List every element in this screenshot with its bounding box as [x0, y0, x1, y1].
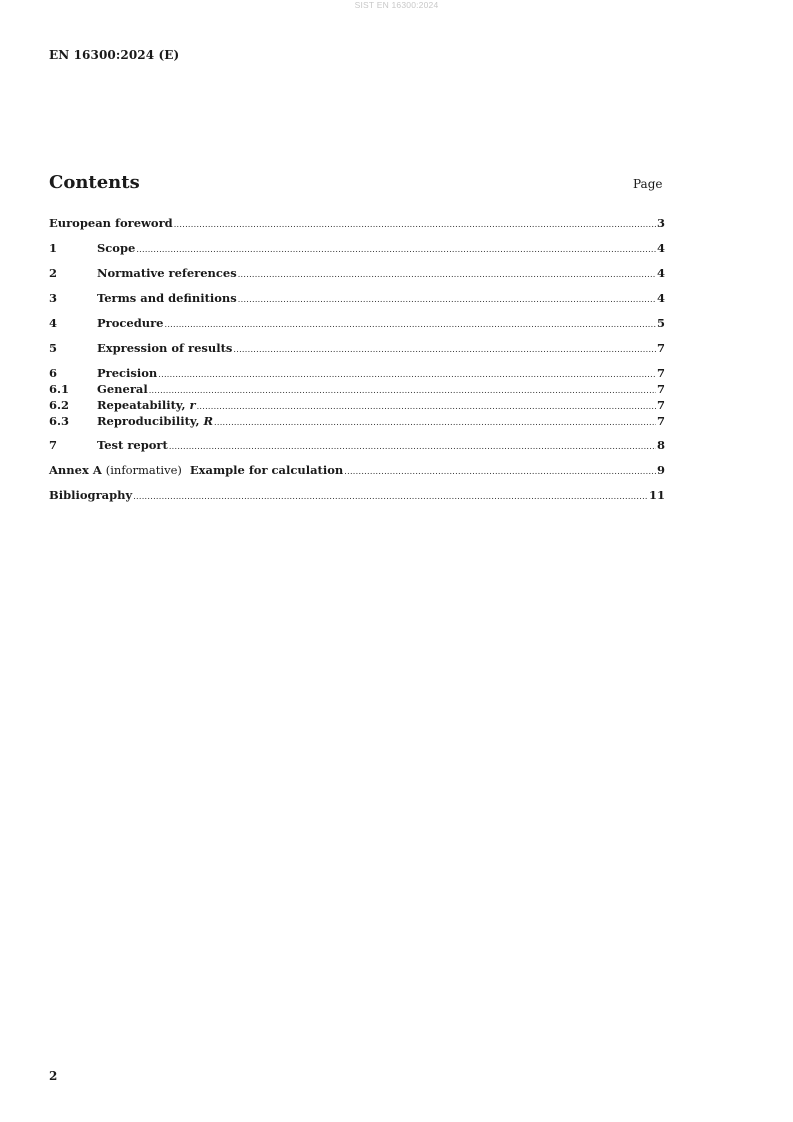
- toc-entry-title: [97, 397, 196, 413]
- toc-entry-page: 7: [656, 366, 665, 380]
- dot-leader: [174, 216, 656, 233]
- toc-entry-terms-and-definitions[interactable]: [49, 290, 665, 307]
- dot-leader: [169, 438, 656, 455]
- toc-entry-number: 4: [49, 316, 58, 330]
- toc-entry-page: 7: [656, 341, 665, 355]
- toc-entry-page: 5: [656, 316, 665, 330]
- toc-entry-number: 5: [49, 341, 58, 355]
- toc-entry-procedure[interactable]: [49, 315, 665, 332]
- toc-entry-title: Normative references: [97, 266, 237, 280]
- toc-entry-symbol: r: [189, 398, 196, 412]
- toc-entry-number: 7: [49, 438, 58, 452]
- page-number: 2: [49, 1069, 58, 1083]
- dot-leader: [238, 291, 656, 308]
- toc-entry-number: 1: [49, 241, 58, 255]
- toc-entry-page: 4: [656, 291, 665, 305]
- toc-entry-scope[interactable]: [49, 240, 665, 257]
- toc-entry-page: 7: [656, 398, 665, 412]
- dot-leader: [136, 241, 656, 258]
- toc-entry-page: 4: [656, 266, 665, 280]
- dot-leader: [344, 463, 656, 480]
- dot-leader: [214, 415, 656, 431]
- toc-entry-annex-a[interactable]: [49, 462, 665, 479]
- toc-entry-title: [49, 462, 343, 479]
- toc-entry-title: Precision: [97, 366, 158, 380]
- toc-entry-number: 6: [49, 366, 58, 380]
- toc-entry-page: 3: [656, 216, 665, 230]
- toc-entry-page: 11: [648, 488, 665, 502]
- contents-heading: Contents: [49, 172, 140, 193]
- table-of-contents: [49, 215, 665, 504]
- toc-entry-page: 7: [656, 382, 665, 396]
- toc-entry-repeatability[interactable]: [49, 397, 665, 413]
- annex-label: Annex A: [49, 463, 102, 477]
- dot-leader: [158, 367, 656, 383]
- toc-entry-title: Test report: [97, 438, 168, 452]
- watermark: SIST EN 16300:2024: [354, 0, 439, 10]
- toc-entry-title: Procedure: [97, 316, 164, 330]
- document-id: EN 16300:2024 (E): [49, 48, 180, 62]
- toc-entry-title: [97, 413, 213, 429]
- toc-entry-number: 3: [49, 291, 58, 305]
- toc-entry-number: 6.2: [49, 398, 70, 412]
- toc-entry-number: 2: [49, 266, 58, 280]
- dot-leader: [233, 341, 656, 358]
- toc-entry-title: General: [97, 382, 148, 396]
- page-column-label: Page: [633, 177, 663, 191]
- toc-entry-title: Terms and definitions: [97, 291, 237, 305]
- dot-leader: [197, 399, 656, 415]
- toc-entry-page: 9: [656, 463, 665, 477]
- toc-entry-reproducibility[interactable]: [49, 413, 665, 429]
- toc-entry-european-foreword[interactable]: [49, 215, 665, 232]
- toc-entry-page: 7: [656, 414, 665, 428]
- toc-entry-normative-references[interactable]: [49, 265, 665, 282]
- toc-entry-precision[interactable]: [49, 365, 665, 381]
- dot-leader: [164, 316, 656, 333]
- toc-entry-number: 6.1: [49, 382, 70, 396]
- toc-entry-title-text: Reproducibility,: [97, 414, 204, 428]
- toc-entry-test-report[interactable]: [49, 437, 665, 454]
- toc-entry-title-text: Repeatability,: [97, 398, 190, 412]
- toc-entry-title: Expression of results: [97, 341, 233, 355]
- dot-leader: [133, 488, 648, 505]
- toc-entry-title: Scope: [97, 241, 136, 255]
- toc-entry-expression-of-results[interactable]: [49, 340, 665, 357]
- toc-entry-general[interactable]: [49, 381, 665, 397]
- annex-title: Example for calculation: [189, 463, 344, 477]
- dot-leader: [238, 266, 656, 283]
- dot-leader: [149, 383, 656, 399]
- toc-entry-title: Bibliography: [49, 488, 133, 502]
- toc-entry-page: 4: [656, 241, 665, 255]
- toc-entry-symbol: R: [203, 414, 214, 428]
- toc-entry-page: 8: [656, 438, 665, 452]
- toc-entry-bibliography[interactable]: [49, 487, 665, 504]
- toc-entry-title: European foreword: [49, 216, 173, 230]
- annex-type: (informative): [105, 463, 182, 477]
- toc-entry-number: 6.3: [49, 414, 70, 428]
